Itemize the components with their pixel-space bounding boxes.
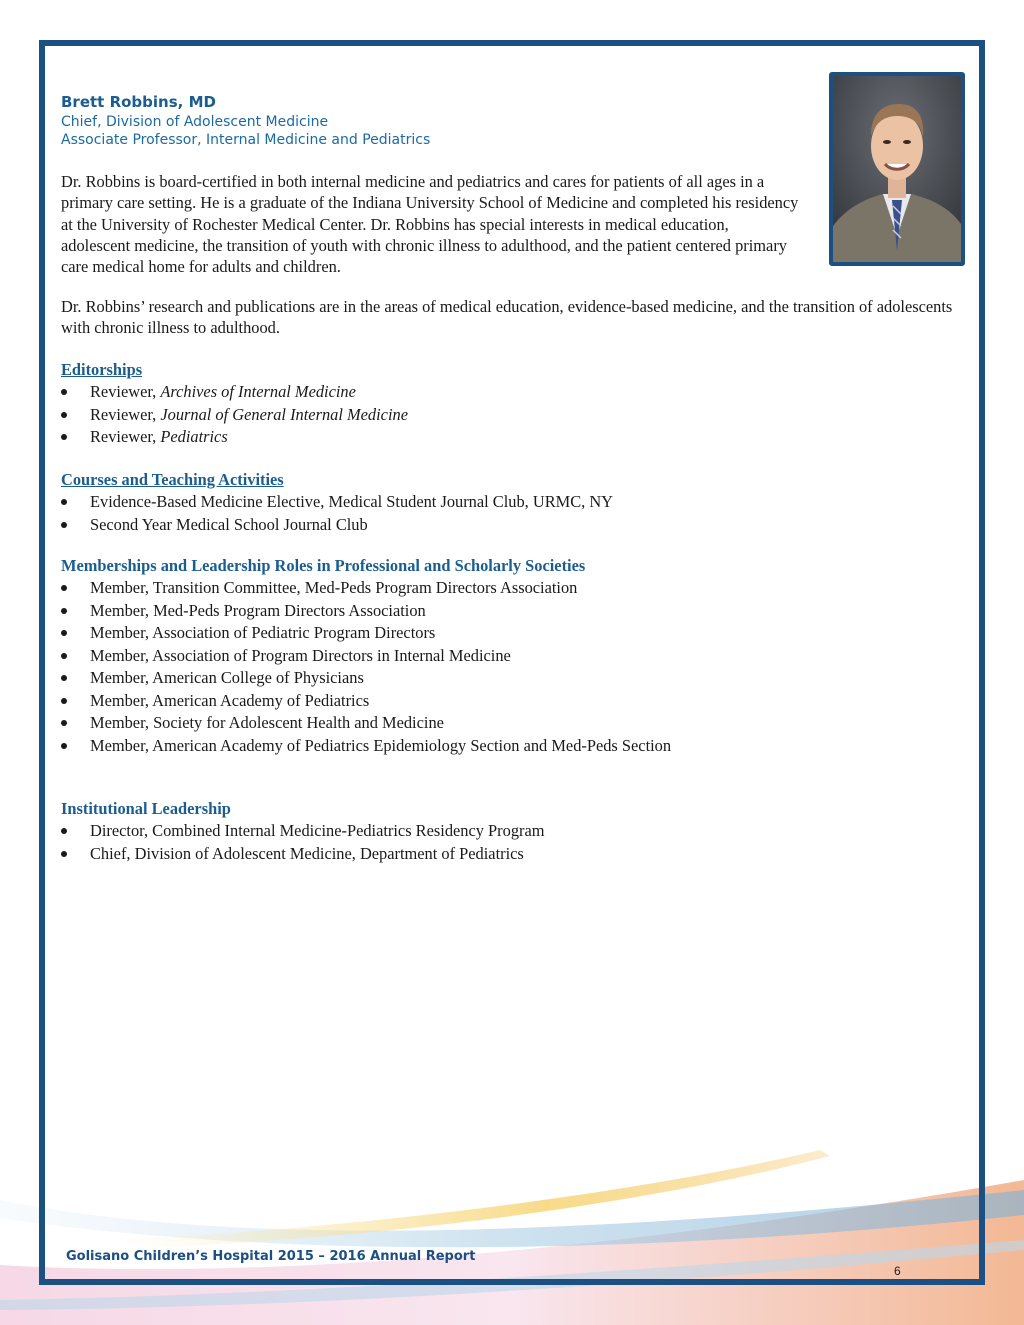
section-heading-memberships: Memberships and Leadership Roles in Professional and Scholarly Societies [61, 556, 586, 575]
list-item [61, 667, 671, 690]
editorships-list [61, 381, 408, 449]
list-item-text: Reviewer, [90, 404, 161, 424]
list-item-text: Member, Association of Pediatric Program Directors [90, 623, 436, 642]
list-item [61, 690, 671, 713]
page-number: 6 [894, 1264, 901, 1278]
list-item-text: Member, Society for Adolescent Health and Medicine [90, 713, 444, 732]
list-item-text: Member, American Academy of Pediatrics Epidemiology Section and Med-Peds Section [90, 735, 672, 755]
bio-paragraph-2: Dr. Robbins’ research and publications are in the areas of medical education, evidence-based medicine, and the transition of adolescents with chronic illness to adulthood. [61, 297, 953, 338]
memberships-list [61, 577, 671, 757]
section-heading-courses: Courses and Teaching Activities [61, 470, 284, 489]
list-item [61, 843, 545, 866]
list-item [61, 600, 671, 623]
list-item [61, 735, 671, 758]
list-item [61, 577, 671, 600]
bullet-icon [61, 675, 67, 681]
list-item-text: Evidence-Based Medicine Elective, Medical Student Journal Club, URMC, NY [90, 492, 614, 511]
bullet-icon [61, 499, 67, 505]
bullet-icon [61, 720, 67, 726]
courses-list [61, 491, 613, 536]
profile-title-professor: Associate Professor, Internal Medicine and Pediatrics [61, 132, 431, 148]
bullet-icon [61, 653, 67, 659]
section-heading-editorships: Editorships [61, 360, 143, 379]
bullet-icon [61, 608, 67, 614]
list-item [61, 426, 408, 449]
list-item [61, 491, 613, 514]
list-item-text: Member, American Academy of Pediatrics [90, 690, 370, 710]
bullet-icon [61, 630, 67, 636]
journal-name: Journal of General Internal Medicine [160, 404, 408, 424]
bullet-icon [61, 389, 67, 395]
list-item [61, 820, 545, 843]
list-item-text: Member, American College of Physicians [90, 668, 364, 687]
list-item [61, 622, 671, 645]
list-item [61, 645, 671, 668]
footer-report-title: Golisano Children’s Hospital 2015 – 2016 Annual Report [66, 1249, 476, 1264]
list-item [61, 712, 671, 735]
list-item-text: Reviewer, [90, 427, 161, 446]
profile-name: Brett Robbins, MD [61, 93, 216, 111]
profile-title-chief: Chief, Division of Adolescent Medicine [61, 114, 329, 130]
institutional-leadership-list [61, 820, 545, 865]
journal-name: Archives of Internal Medicine [160, 382, 356, 401]
list-item-text: Member, Med-Peds Program Directors Association [90, 600, 426, 620]
list-item-text: Reviewer, [90, 382, 161, 401]
list-item-text: Member, Transition Committee, Med-Peds Program Directors Association [90, 578, 578, 597]
bullet-icon [61, 851, 67, 857]
profile-photo [829, 72, 965, 266]
bullet-icon [61, 434, 67, 440]
bullet-icon [61, 743, 67, 749]
bio-paragraph-1: Dr. Robbins is board-certified in both internal medicine and pediatrics and cares for patients of all ages in a primary care setting. He is a graduate of the Indiana University School of Medicine and completed his residency at the University of Rochester Medical Center. Dr. Robbins has special interests in medical education, adolescent medicine, the transition of youth with chronic illness to adulthood, and the patient centered primary care medical home for adults and children. [61, 172, 799, 277]
journal-name: Pediatrics [160, 427, 228, 446]
section-heading-institutional-leadership: Institutional Leadership [61, 799, 231, 818]
bullet-icon [61, 698, 67, 704]
bullet-icon [61, 828, 67, 834]
list-item [61, 514, 613, 537]
list-item [61, 404, 408, 427]
list-item [61, 381, 408, 404]
list-item-text: Chief, Division of Adolescent Medicine, Department of Pediatrics [90, 843, 524, 863]
list-item-text: Second Year Medical School Journal Club [90, 514, 368, 534]
list-item-text: Member, Association of Program Directors in Internal Medicine [90, 645, 511, 665]
bullet-icon [61, 412, 67, 418]
bullet-icon [61, 585, 67, 591]
bullet-icon [61, 522, 67, 528]
list-item-text: Director, Combined Internal Medicine-Pediatrics Residency Program [90, 821, 545, 840]
